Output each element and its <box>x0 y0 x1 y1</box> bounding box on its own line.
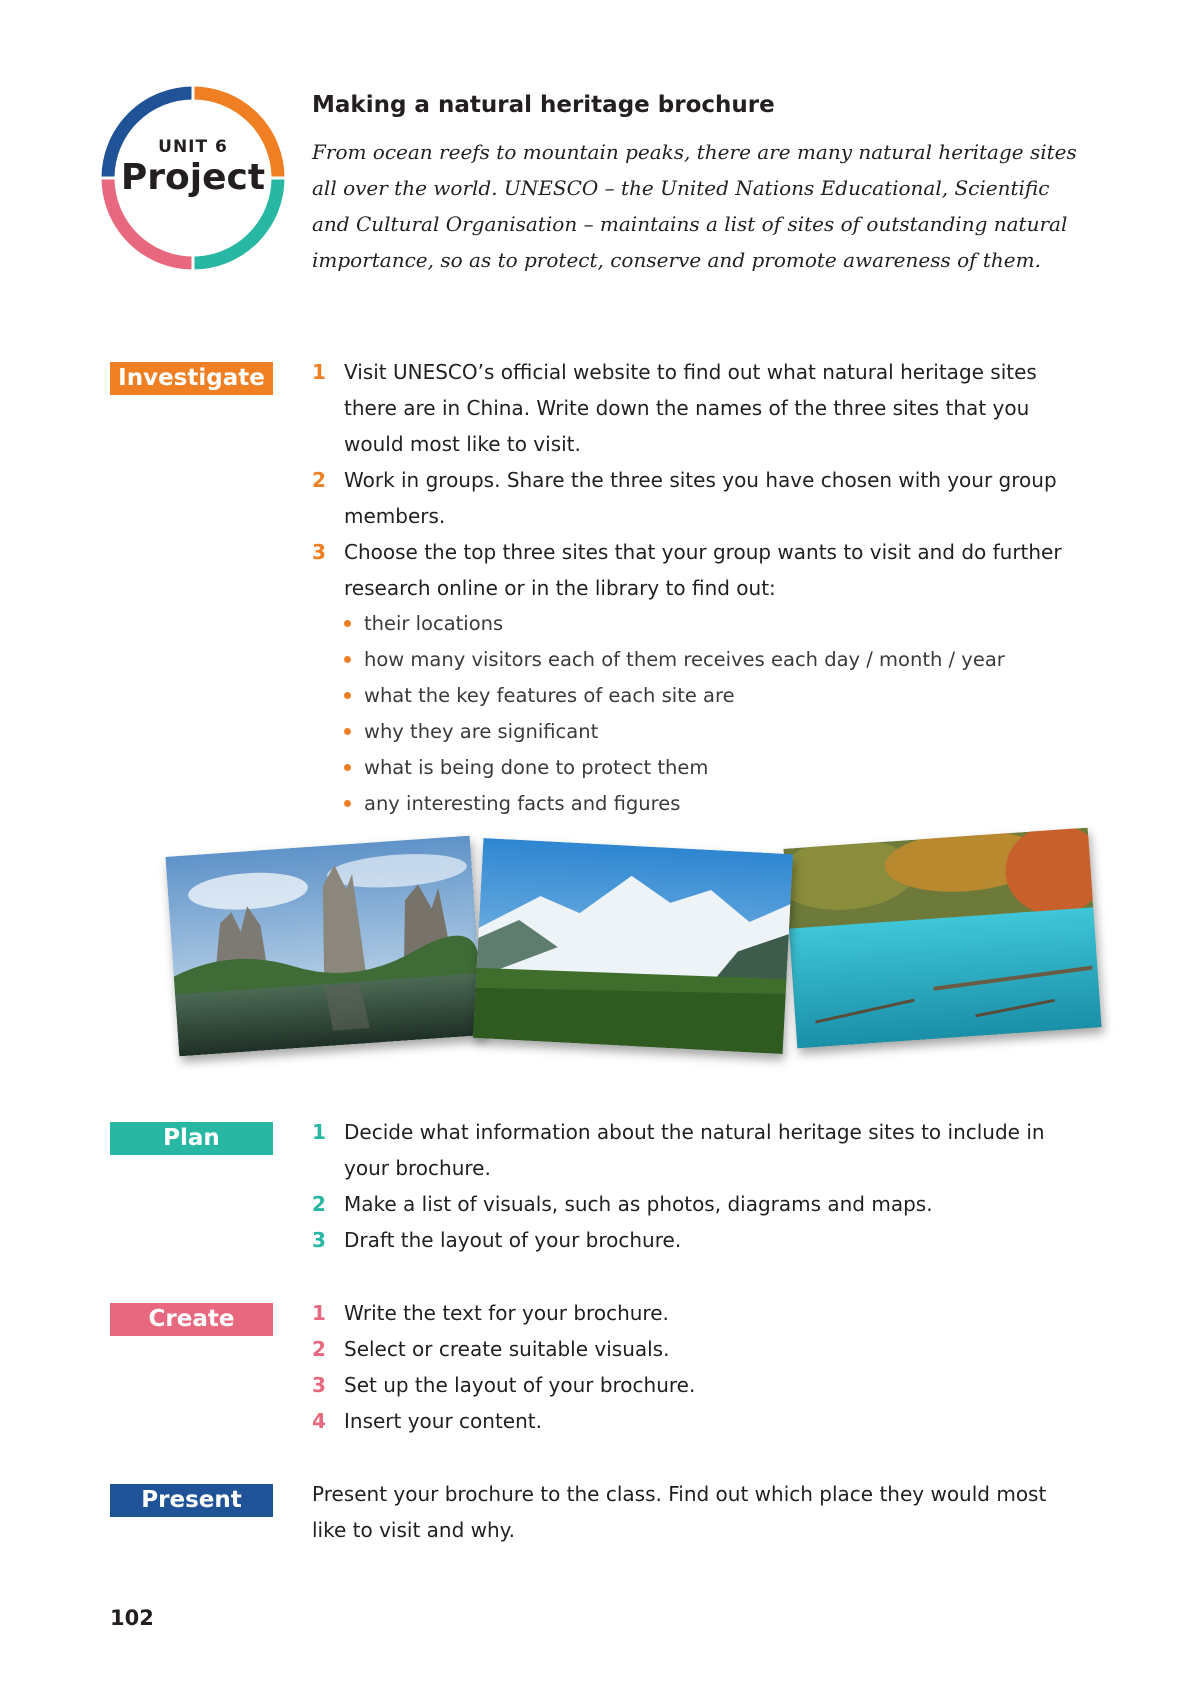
step-number: 2 <box>312 1192 326 1216</box>
page-number: 102 <box>110 1606 154 1630</box>
step-number: 1 <box>312 1301 326 1325</box>
research-bullet-list <box>312 606 1082 822</box>
photo-collage <box>160 826 1110 1076</box>
step-text: Insert your content. <box>344 1409 542 1433</box>
investigate-tag: Investigate <box>110 362 273 395</box>
step-text: Decide what information about the natural heritage sites to include in your brochure. <box>344 1120 1045 1180</box>
bullet-icon <box>344 620 351 627</box>
present-tag: Present <box>110 1484 273 1517</box>
bullet-text: their locations <box>364 612 504 635</box>
investigate-step <box>312 534 1082 606</box>
investigate-section <box>312 354 1082 822</box>
snow-mountain-photo <box>473 838 793 1054</box>
step-number: 1 <box>312 360 326 384</box>
bullet-text: what is being done to protect them <box>364 756 709 779</box>
plan-section <box>312 1114 1082 1258</box>
step-number: 3 <box>312 1228 326 1252</box>
present-text: Present your brochure to the class. Find out which place they would most like to visit and why. <box>312 1482 1047 1542</box>
list-item <box>364 678 1082 714</box>
intro-paragraph: From ocean reefs to mountain peaks, there are many natural heritage sites all over the world. UNESCO – the United Nations Educational, Scientific and Cultural Organisation – maintains a list of sites of outstanding natural importance, so as to protect, conserve and promote awareness of them. <box>312 140 1077 272</box>
create-step <box>312 1403 1082 1439</box>
step-text: Write the text for your brochure. <box>344 1301 669 1325</box>
step-number: 1 <box>312 1120 326 1144</box>
present-section <box>312 1476 1082 1548</box>
create-step <box>312 1331 1082 1367</box>
create-step <box>312 1295 1082 1331</box>
step-text: Work in groups. Share the three sites you have chosen with your group members. <box>344 468 1057 528</box>
investigate-step <box>312 354 1082 462</box>
step-number: 2 <box>312 1337 326 1361</box>
bullet-icon <box>344 800 351 807</box>
plan-step <box>312 1222 1082 1258</box>
step-number: 4 <box>312 1409 326 1433</box>
plan-tag: Plan <box>110 1122 273 1155</box>
page-title: Making a natural heritage brochure <box>312 92 775 118</box>
step-text: Make a list of visuals, such as photos, diagrams and maps. <box>344 1192 933 1216</box>
create-section <box>312 1295 1082 1439</box>
list-item <box>364 786 1082 822</box>
step-text: Choose the top three sites that your group wants to visit and do further research online or in the library to find out: <box>344 540 1062 600</box>
bullet-icon <box>344 656 351 663</box>
unit-badge <box>96 81 290 275</box>
unit-title: Project <box>120 157 266 198</box>
list-item <box>364 606 1082 642</box>
step-text: Set up the layout of your brochure. <box>344 1373 696 1397</box>
step-number: 3 <box>312 540 326 564</box>
list-item <box>364 750 1082 786</box>
stone-forest-photo <box>165 836 483 1057</box>
step-text: Draft the layout of your brochure. <box>344 1228 682 1252</box>
bullet-icon <box>344 764 351 771</box>
bullet-text: why they are significant <box>364 720 599 743</box>
bullet-icon <box>344 692 351 699</box>
plan-step <box>312 1114 1082 1186</box>
investigate-step <box>312 462 1082 534</box>
step-text: Select or create suitable visuals. <box>344 1337 670 1361</box>
bullet-icon <box>344 728 351 735</box>
list-item <box>364 642 1082 678</box>
list-item <box>364 714 1082 750</box>
step-number: 3 <box>312 1373 326 1397</box>
create-step <box>312 1367 1082 1403</box>
plan-step <box>312 1186 1082 1222</box>
bullet-text: how many visitors each of them receives each day / month / year <box>364 648 1005 671</box>
create-tag: Create <box>110 1303 273 1336</box>
unit-label: UNIT 6 <box>158 137 228 157</box>
bullet-text: any interesting facts and figures <box>364 792 681 815</box>
bullet-text: what the key features of each site are <box>364 684 735 707</box>
step-text: Visit UNESCO’s official website to find out what natural heritage sites there are in China. Write down the names of the three sites that you would most like to visit. <box>344 360 1037 456</box>
step-number: 2 <box>312 468 326 492</box>
turquoise-lake-photo <box>783 828 1101 1049</box>
